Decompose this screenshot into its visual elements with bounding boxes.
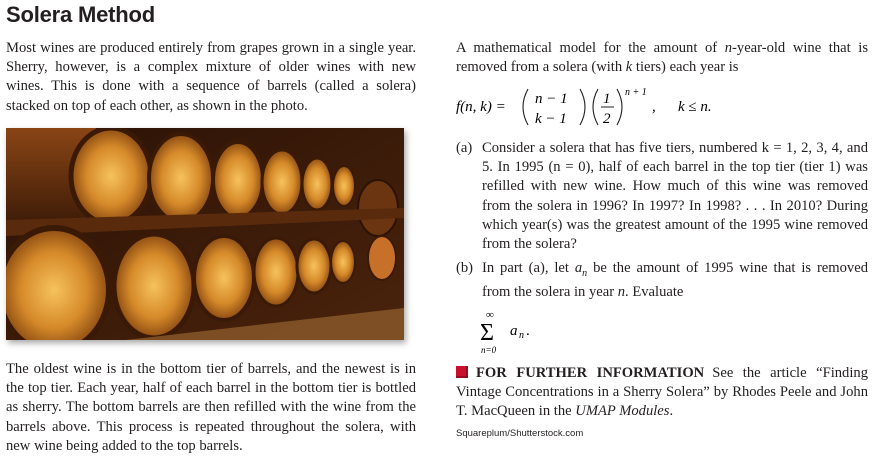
barrel-photo — [6, 128, 404, 340]
exercise-part-b — [456, 259, 868, 299]
sum-upper: ∞ — [486, 309, 494, 321]
formula-lhs: f(n, k) = — [456, 99, 506, 115]
summation-expression — [480, 306, 600, 356]
journal-name: UMAP Modules — [575, 403, 670, 420]
part-b-tag: (b) — [456, 260, 474, 276]
red-square-icon — [456, 366, 468, 378]
photo-credit: Squareplum/Shutterstock.com — [456, 428, 584, 439]
page-title: Solera Method — [6, 2, 155, 27]
binom-top: n − 1 — [535, 91, 568, 107]
frac-left-paren — [593, 89, 598, 125]
sum-tail: . — [526, 323, 530, 339]
sum-lower: n=0 — [481, 345, 497, 355]
frac-right-paren — [617, 89, 622, 125]
sum-term-sub: n — [519, 330, 524, 341]
frac-num: 1 — [603, 91, 611, 107]
model-intro-paragraph: A mathematical model for the amount of n-year-old wine that is removed from a solera (with k tiers) each year is — [456, 40, 868, 76]
part-a-tag: (a) — [456, 140, 473, 156]
further-info-heading: FOR FURTHER INFORMATION — [476, 365, 705, 381]
model-formula — [456, 86, 756, 128]
formula-condition: k ≤ n. — [678, 99, 712, 115]
further-information: FOR FURTHER INFORMATION See the article “Finding Vintage Concentrations in a Sherry Solera” by Rhodes Peele and John T. MacQueen in the UMAP Modules. — [456, 365, 868, 420]
frac-den: 2 — [603, 111, 611, 127]
intro-paragraph: Most wines are produced entirely from grapes grown in a single year. Sherry, however, is a complex mixture of older wines with new wines. This is done with a sequence of barrels (called a solera) stacked on top of each other, as shown in the photo. — [6, 40, 416, 114]
sum-symbol: Σ — [480, 320, 494, 346]
formula-exponent: n + 1 — [625, 87, 647, 98]
binom-right-paren — [580, 89, 585, 125]
exercise-part-a — [456, 139, 868, 254]
binom-left-paren — [523, 89, 528, 125]
binom-bottom: k − 1 — [535, 111, 567, 127]
sum-term: a — [510, 323, 518, 339]
part-b-text: In part (a), let $a_n$ be the amount of 1995 wine that is removed from the solera in year n. Evaluate — [482, 260, 868, 301]
formula-comma: , — [652, 99, 656, 115]
outro-paragraph: The oldest wine is in the bottom tier of barrels, and the newest is in the top tier. Each year, half of each barrel in the bottom tier is bottled as sherry. The bottom barrels are then refilled with the wine from the barrels above. This process is repeated throughout the solera, with new wine being added to the top barrels. — [6, 361, 416, 454]
part-a-text: Consider a solera that has five tiers, numbered k = 1, 2, 3, 4, and 5. In 1995 (n = 0), half of each barrel in the top tier (tier 1) was refilled with new wine. How much of this wine was removed from the solera in 1996? In 1997? In 1998? . . . In 2010? During which year(s) was the greatest amount of the 1995 wine removed from the solera? — [482, 140, 868, 253]
